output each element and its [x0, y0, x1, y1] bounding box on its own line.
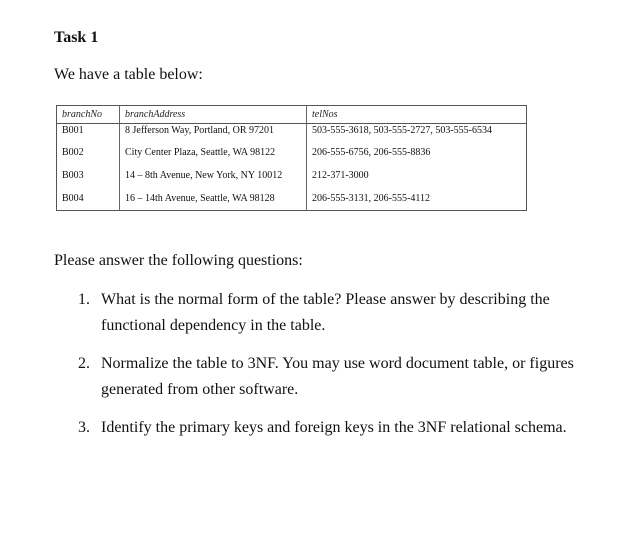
question-item	[0, 351, 581, 403]
cell-tel-nos: 206-555-3131, 206-555-4112	[312, 193, 430, 204]
cell-branch-address: City Center Plaza, Seattle, WA 98122	[120, 141, 307, 164]
cell-branch-no: B003	[57, 164, 120, 187]
question-text: What is the normal form of the table? Please answer by describing the functional dependency in the table.	[101, 291, 550, 334]
table-row	[57, 164, 527, 187]
table-row	[57, 124, 527, 142]
cell-tel-nos: 206-555-6756, 206-555-8836	[312, 147, 431, 158]
cell-tel-nos: 503-555-3618, 503-555-2727, 503-555-6534	[312, 125, 492, 136]
table-row	[57, 187, 527, 211]
task-title: Task 1	[54, 29, 99, 46]
cell-branch-address: 14 – 8th Avenue, New York, NY 10012	[120, 164, 307, 187]
questions-intro: Please answer the following questions:	[54, 252, 303, 269]
task-intro: We have a table below:	[54, 66, 203, 83]
header-branch-no: branchNo	[57, 106, 120, 124]
header-branch-address: branchAddress	[120, 106, 307, 124]
cell-branch-no: B001	[57, 124, 120, 142]
header-tel-nos: telNos	[307, 106, 527, 124]
table-row	[57, 141, 527, 164]
question-text: Normalize the table to 3NF. You may use word document table, or figures generated from other software.	[101, 355, 574, 398]
cell-tel-nos: 212-371-3000	[312, 170, 369, 181]
cell-branch-no: B004	[57, 187, 120, 211]
table-header-row	[57, 106, 527, 124]
questions-list	[0, 287, 639, 453]
question-number: 2.	[78, 355, 90, 372]
question-number: 3.	[78, 419, 90, 436]
question-item	[0, 287, 581, 339]
cell-branch-address: 16 – 14th Avenue, Seattle, WA 98128	[120, 187, 307, 211]
branch-table	[56, 105, 527, 211]
question-text: Identify the primary keys and foreign keys in the 3NF relational schema.	[101, 419, 567, 436]
question-item	[0, 415, 581, 441]
cell-branch-no: B002	[57, 141, 120, 164]
question-number: 1.	[78, 291, 90, 308]
cell-branch-address: 8 Jefferson Way, Portland, OR 97201	[120, 124, 307, 142]
